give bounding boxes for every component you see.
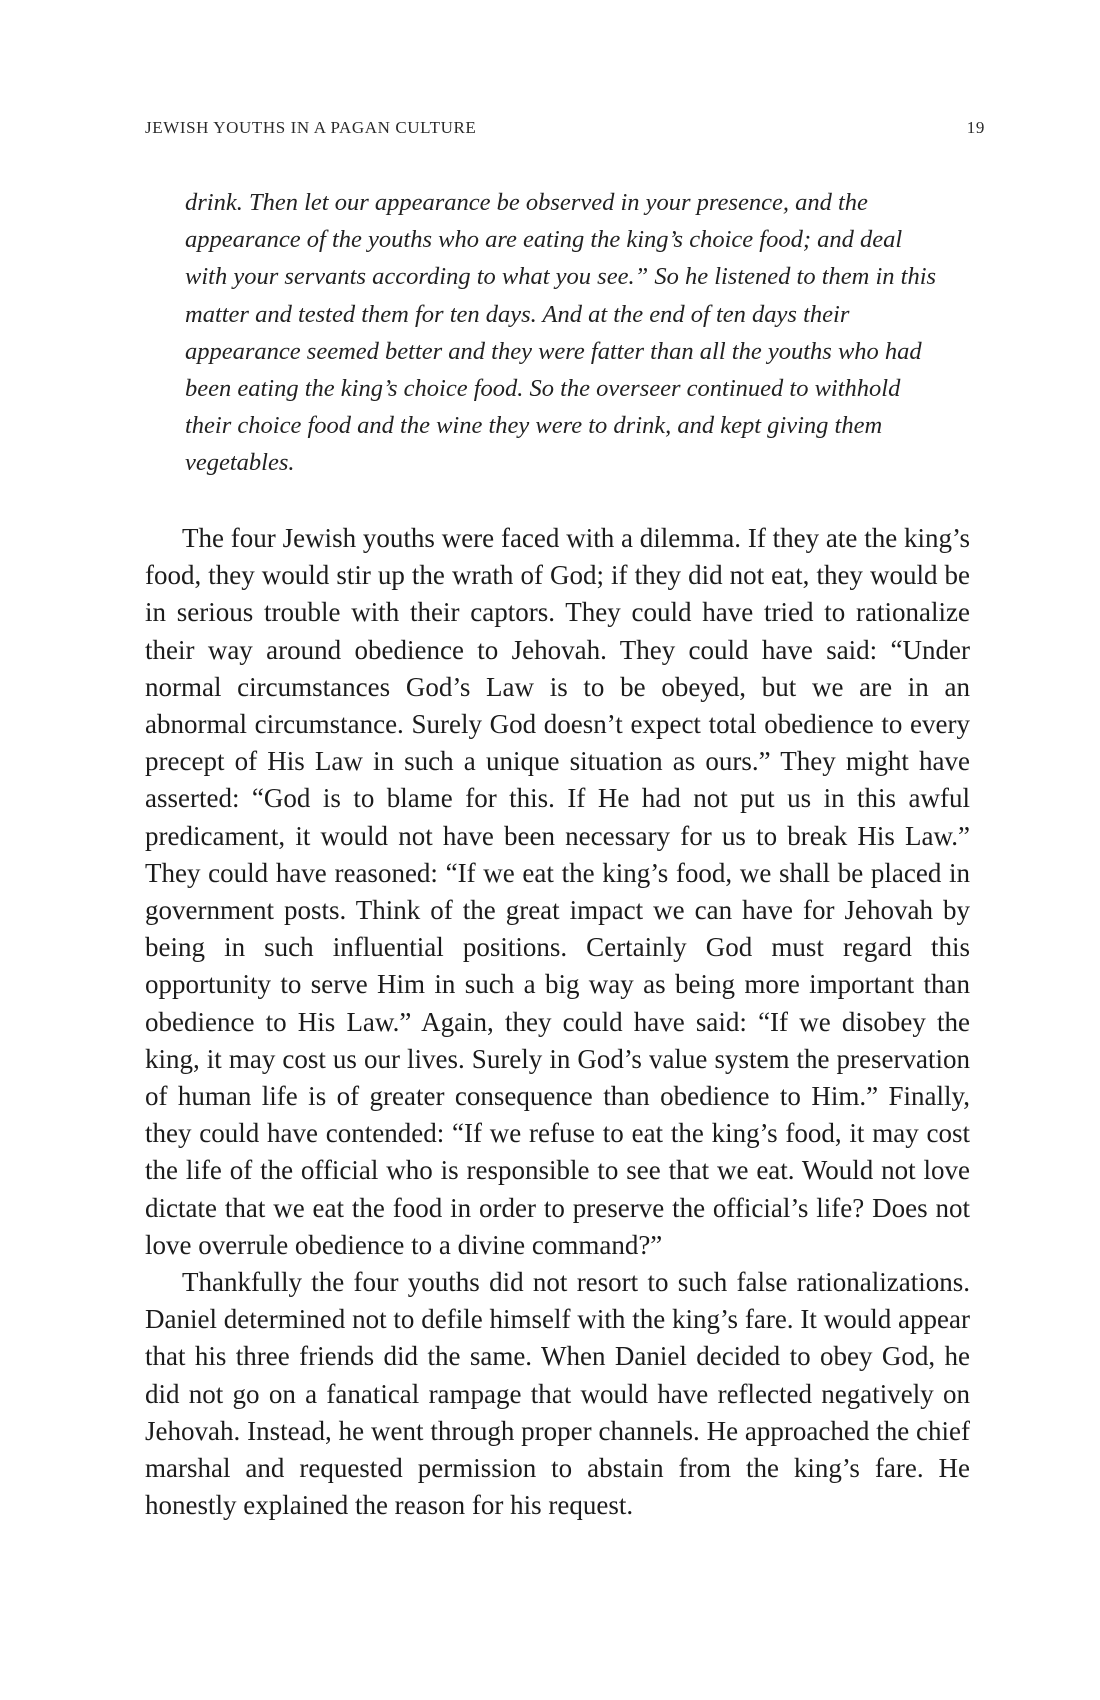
page-number: 19	[966, 118, 985, 137]
body-paragraph: Thankfully the four youths did not resort to such false rationalizations. Daniel determined not to defile himself with the king’s fare. It would appear that his three friends did the same. When Daniel decided to obey God, he did not go on a fanatical rampage that would have reflected negatively on Jehovah. Instead, he went through proper channels. He approached the chief marshal and requested permission to abstain from the king’s fare. He honestly explained the reason for his request.	[145, 1267, 970, 1521]
scripture-quote	[185, 184, 940, 482]
body-paragraph: The four Jewish youths were faced with a dilemma. If they ate the king’s food, they would stir up the wrath of God; if they did not eat, they would be in serious trouble with their captors. They could have tried to rationalize their way around obedience to Jehovah. They could have said: “Under normal circumstances God’s Law is to be obeyed, but we are in an abnormal circumstance. Surely God doesn’t expect total obedience to every precept of His Law in such a unique situation as ours.” They might have asserted: “God is to blame for this. If He had not put us in this awful predicament, it would not have been necessary for us to break His Law.” They could have reasoned: “If we eat the king’s food, we shall be placed in government posts. Think of the great impact we can have for Jehovah by being in such influential positions. Certainly God must regard this opportunity to serve Him in such a big way as being more important than obedience to His Law.” Again, they could have said: “If we disobey the king, it may cost us our lives. Surely in God’s value system the preservation of human life is of greater consequence than obedience to Him.” Finally, they could have contended: “If we refuse to eat the king’s food, it may cost the life of the official who is responsible to see that we eat. Would not love dictate that we eat the food in order to preserve the official’s life? Does not love overrule obedience to a divine command?”	[145, 523, 970, 1260]
running-head	[145, 118, 985, 148]
quote-text: drink. Then let our appearance be observed in your presence, and the appearance of the youths who are eating the king’s choice food; and deal with your servants according to what you see.” So he listened to them in this matter and tested them for ten days. And at the end of ten days their appearance seemed better and they were fatter than all the youths who had been eating the king’s choice food. So the overseer continued to withhold their choice food and the wine they were to drink, and kept giving them vegetables.	[185, 189, 937, 477]
body-text	[145, 520, 970, 1524]
running-title: JEWISH YOUTHS IN A PAGAN CULTURE	[145, 118, 477, 137]
